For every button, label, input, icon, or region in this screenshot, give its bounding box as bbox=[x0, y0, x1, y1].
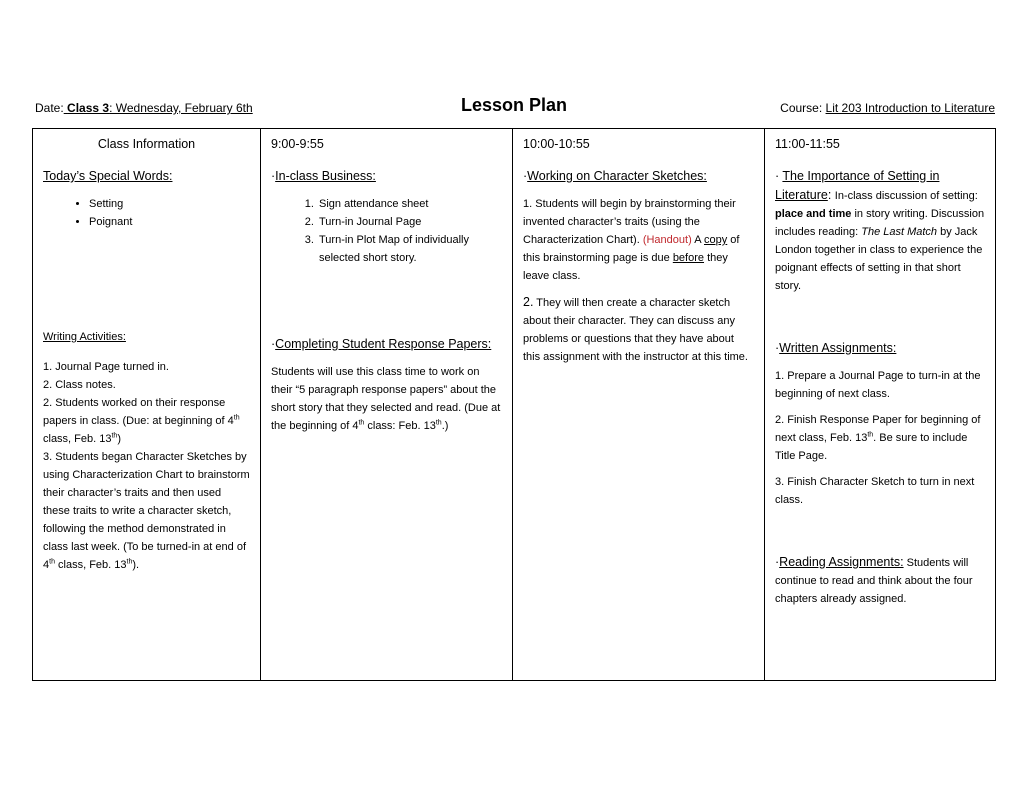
special-word-item: • Poignant bbox=[89, 213, 250, 231]
page-header bbox=[33, 95, 995, 121]
date-value bbox=[64, 101, 253, 115]
written-assignments-title: ·Written Assignments: bbox=[775, 341, 897, 355]
special-words-title: Today’s Special Words: bbox=[43, 169, 173, 183]
page-title: Lesson Plan bbox=[461, 95, 568, 115]
written-assignment-item: 2. Finish Response Paper for beginning of next class, Feb. 13th. Be sure to include Title Page. bbox=[775, 414, 981, 462]
sketch-step-1: 1. Students will begin by brainstorming their invented character’s traits (using the Characterization Chart). (Handout) A copy of this brainstorming page is due before they leave class. bbox=[523, 198, 740, 282]
in-class-business-list bbox=[271, 195, 502, 267]
business-item: 3. Turn-in Plot Map of individually selected short story. bbox=[317, 231, 502, 267]
period-1000-column bbox=[513, 129, 765, 681]
period-1100-heading: 11:00-11:55 bbox=[775, 137, 840, 151]
writing-activity-item: 1. Journal Page turned in. bbox=[43, 361, 169, 373]
period-1100-column bbox=[765, 129, 996, 681]
business-item: 1. Sign attendance sheet bbox=[317, 195, 502, 213]
period-900-column bbox=[261, 129, 513, 681]
written-assignment-item: 3. Finish Character Sketch to turn in next class. bbox=[775, 476, 975, 506]
response-papers-title: ·Completing Student Response Papers: bbox=[271, 337, 492, 351]
period-900-heading: 9:00-9:55 bbox=[271, 137, 324, 151]
in-class-business-title: ·In-class Business: bbox=[271, 169, 376, 183]
sketch-step-2: 2. They will then create a character sketch about their character. They can discuss any problems or questions that they have about this assignment with the instructor at this time. bbox=[523, 295, 748, 363]
writing-activity-item: 2. Students worked on their response papers in class. (Due: at beginning of 4th class, Feb. 13th) bbox=[43, 397, 240, 445]
character-sketches-title: ·Working on Character Sketches: bbox=[523, 169, 707, 183]
course-name: Lit 203 Introduction to Literature bbox=[825, 101, 995, 115]
class-information-column bbox=[33, 129, 261, 681]
reading-assignments: ·Reading Assignments: Students will continue to read and think about the four chapters already assigned. bbox=[775, 555, 973, 605]
lesson-plan-table bbox=[32, 128, 996, 681]
writing-activities-title: Writing Activities: bbox=[43, 331, 126, 343]
special-words-list bbox=[43, 195, 250, 231]
course-label: Course: bbox=[780, 101, 823, 115]
course-line bbox=[780, 101, 995, 115]
class-information-heading: Class Information bbox=[97, 137, 196, 151]
class-label: Class 3 bbox=[67, 101, 110, 115]
response-papers-text: Students will use this class time to work on their “5 paragraph response papers” about the short story that they selected and read. (Due at the beginning of 4th class: Feb. 13th.) bbox=[271, 366, 501, 432]
period-1000-heading: 10:00-10:55 bbox=[523, 137, 590, 151]
date-line bbox=[35, 101, 253, 115]
setting-discussion: · The Importance of Setting in Literature: In-class discussion of setting: place and time in story writing. Discussion includes reading: The Last Match by Jack London together in class to experience the poignant effects of setting in that short story. bbox=[775, 169, 985, 292]
date-text: : Wednesday, February 6th bbox=[109, 101, 253, 115]
special-word-item: • Setting bbox=[89, 195, 250, 213]
writing-activity-item: 3. Students began Character Sketches by using Characterization Chart to brainstorm their character’s traits and then used these traits to write a character sketch, following the method demonstrated in class last week. (To be turned-in at end of 4th class, Feb. 13th). bbox=[43, 451, 250, 571]
written-assignment-item: 1. Prepare a Journal Page to turn-in at the beginning of next class. bbox=[775, 370, 981, 400]
handout-label: (Handout) bbox=[642, 234, 692, 246]
writing-activity-item: 2. Class notes. bbox=[43, 379, 116, 391]
date-label: Date: bbox=[35, 101, 64, 115]
business-item: 2. Turn-in Journal Page bbox=[317, 213, 502, 231]
